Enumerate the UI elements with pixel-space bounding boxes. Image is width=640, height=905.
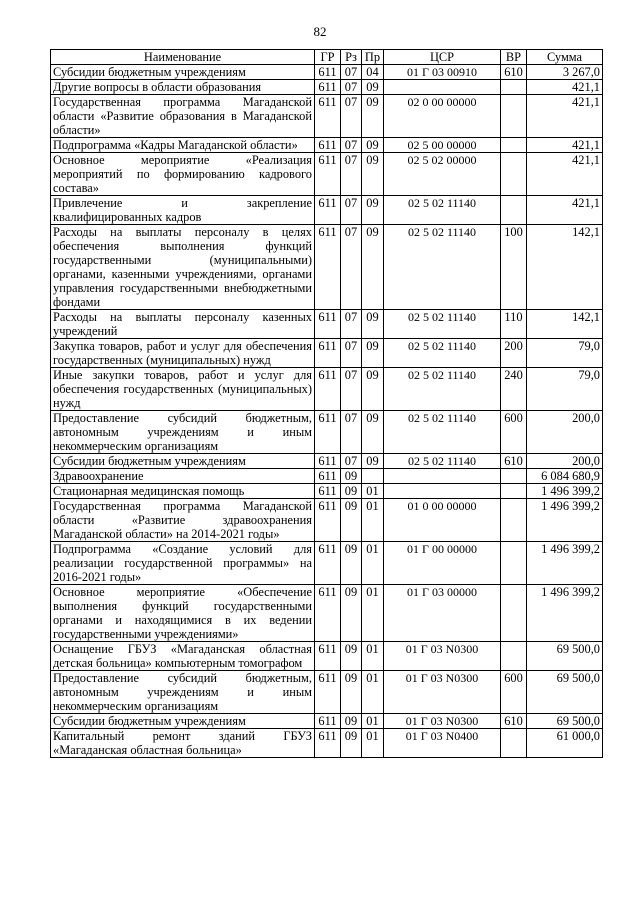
cell-vr: 240 [501,368,527,411]
cell-rz: 09 [341,542,362,585]
cell-name: Стационарная медицинская помощь [51,484,315,499]
cell-sum: 421,1 [527,153,603,196]
cell-csr: 01 Г 00 00000 [384,542,501,585]
cell-name: Основное мероприятие «Обеспечение выполнения функций государственными органами и находящимися в их ведении государственными учреждениями» [51,585,315,642]
cell-gr: 611 [315,714,341,729]
cell-gr: 611 [315,339,341,368]
cell-rz: 09 [341,642,362,671]
cell-gr: 611 [315,95,341,138]
cell-sum: 421,1 [527,80,603,95]
cell-sum: 69 500,0 [527,714,603,729]
cell-csr: 02 5 02 11140 [384,225,501,310]
table-row [51,138,603,153]
cell-sum: 6 084 680,9 [527,469,603,484]
cell-csr: 01 Г 03 00000 [384,585,501,642]
cell-csr: 02 0 00 00000 [384,95,501,138]
cell-pr: 01 [362,714,384,729]
cell-csr: 02 5 02 11140 [384,411,501,454]
cell-pr: 09 [362,339,384,368]
cell-gr: 611 [315,469,341,484]
table-row [51,95,603,138]
cell-sum: 142,1 [527,225,603,310]
cell-gr: 611 [315,729,341,758]
cell-gr: 611 [315,411,341,454]
cell-sum: 421,1 [527,138,603,153]
cell-rz: 09 [341,585,362,642]
cell-pr: 09 [362,153,384,196]
cell-rz: 09 [341,714,362,729]
cell-vr [501,542,527,585]
cell-gr: 611 [315,585,341,642]
cell-gr: 611 [315,499,341,542]
cell-vr: 100 [501,225,527,310]
cell-pr: 09 [362,80,384,95]
cell-rz: 07 [341,196,362,225]
cell-pr: 09 [362,310,384,339]
cell-vr [501,484,527,499]
cell-name: Предоставление субсидий бюджетным, автономным учреждениям и иным некоммерческим организациям [51,411,315,454]
table-header [51,50,603,65]
cell-sum: 142,1 [527,310,603,339]
cell-name: Субсидии бюджетным учреждениям [51,714,315,729]
cell-sum: 1 496 399,2 [527,484,603,499]
cell-vr [501,95,527,138]
table-body [51,65,603,758]
cell-vr [501,153,527,196]
cell-sum: 79,0 [527,339,603,368]
cell-gr: 611 [315,196,341,225]
cell-vr: 600 [501,411,527,454]
cell-pr: 01 [362,542,384,585]
cell-pr: 01 [362,729,384,758]
cell-vr [501,138,527,153]
cell-pr: 09 [362,138,384,153]
cell-sum: 200,0 [527,454,603,469]
cell-name: Субсидии бюджетным учреждениям [51,454,315,469]
cell-vr [501,499,527,542]
table-row [51,642,603,671]
header-sum: Сумма [527,50,603,65]
cell-sum: 69 500,0 [527,642,603,671]
cell-rz: 07 [341,310,362,339]
cell-csr: 01 Г 03 00910 [384,65,501,80]
cell-gr: 611 [315,65,341,80]
cell-gr: 611 [315,542,341,585]
cell-name: Государственная программа Магаданской области «Развитие здравоохранения Магаданской области» на 2014-2021 годы» [51,499,315,542]
cell-csr: 02 5 02 11140 [384,339,501,368]
table-row [51,714,603,729]
cell-name: Закупка товаров, работ и услуг для обеспечения государственных (муниципальных) нужд [51,339,315,368]
cell-rz: 09 [341,469,362,484]
cell-gr: 611 [315,80,341,95]
cell-vr [501,729,527,758]
cell-vr: 110 [501,310,527,339]
cell-gr: 611 [315,484,341,499]
header-row [51,50,603,65]
cell-pr: 01 [362,484,384,499]
table-row [51,368,603,411]
cell-rz: 09 [341,484,362,499]
cell-pr: 09 [362,95,384,138]
cell-pr: 09 [362,196,384,225]
cell-csr: 01 0 00 00000 [384,499,501,542]
cell-sum: 421,1 [527,196,603,225]
budget-table [50,49,603,758]
cell-pr: 09 [362,225,384,310]
cell-name: Привлечение и закрепление квалифицированных кадров [51,196,315,225]
table-row [51,454,603,469]
table-row [51,80,603,95]
cell-rz: 07 [341,339,362,368]
cell-csr: 02 5 02 11140 [384,196,501,225]
cell-sum: 200,0 [527,411,603,454]
header-pr: Пр [362,50,384,65]
header-csr: ЦСР [384,50,501,65]
cell-pr: 04 [362,65,384,80]
cell-rz: 09 [341,729,362,758]
cell-gr: 611 [315,153,341,196]
cell-pr [362,469,384,484]
table-row [51,585,603,642]
cell-vr: 610 [501,454,527,469]
cell-name: Субсидии бюджетным учреждениям [51,65,315,80]
cell-pr: 09 [362,454,384,469]
cell-csr: 02 5 00 00000 [384,138,501,153]
cell-pr: 01 [362,671,384,714]
cell-vr [501,585,527,642]
cell-vr [501,196,527,225]
table-row [51,225,603,310]
cell-name: Оснащение ГБУЗ «Магаданская областная детская больница» компьютерным томографом [51,642,315,671]
header-name: Наименование [51,50,315,65]
cell-name: Расходы на выплаты персоналу казенных учреждений [51,310,315,339]
cell-vr: 610 [501,65,527,80]
cell-csr: 02 5 02 11140 [384,454,501,469]
cell-name: Основное мероприятие «Реализация мероприятий по формированию кадрового состава» [51,153,315,196]
table-row [51,499,603,542]
cell-csr: 01 Г 03 N0300 [384,671,501,714]
cell-rz: 07 [341,454,362,469]
header-rz: Рз [341,50,362,65]
cell-rz: 09 [341,499,362,542]
cell-csr: 01 Г 03 N0400 [384,729,501,758]
cell-sum: 3 267,0 [527,65,603,80]
cell-gr: 611 [315,310,341,339]
cell-rz: 07 [341,65,362,80]
cell-sum: 79,0 [527,368,603,411]
cell-pr: 01 [362,585,384,642]
cell-pr: 09 [362,368,384,411]
cell-csr: 02 5 02 00000 [384,153,501,196]
table-row [51,310,603,339]
cell-rz: 07 [341,138,362,153]
cell-gr: 611 [315,454,341,469]
cell-rz: 07 [341,368,362,411]
cell-vr: 200 [501,339,527,368]
table-row [51,65,603,80]
table-row [51,153,603,196]
cell-pr: 01 [362,642,384,671]
table-row [51,411,603,454]
cell-vr [501,469,527,484]
table-row [51,484,603,499]
cell-sum: 1 496 399,2 [527,499,603,542]
cell-name: Здравоохранение [51,469,315,484]
cell-vr: 610 [501,714,527,729]
cell-gr: 611 [315,225,341,310]
cell-rz: 07 [341,225,362,310]
cell-pr: 09 [362,411,384,454]
cell-sum: 421,1 [527,95,603,138]
header-gr: ГР [315,50,341,65]
cell-name: Расходы на выплаты персоналу в целях обеспечения выполнения функций государственными (муниципальными) органами, казенными учреждениями, органами управления государственными внебюджетными фондами [51,225,315,310]
cell-rz: 07 [341,95,362,138]
cell-csr: 02 5 02 11140 [384,368,501,411]
cell-name: Подпрограмма «Кадры Магаданской области» [51,138,315,153]
cell-pr: 01 [362,499,384,542]
cell-sum: 69 500,0 [527,671,603,714]
cell-name: Иные закупки товаров, работ и услуг для обеспечения государственных (муниципальных) нужд [51,368,315,411]
cell-vr [501,642,527,671]
cell-sum: 61 000,0 [527,729,603,758]
table-row [51,339,603,368]
cell-sum: 1 496 399,2 [527,585,603,642]
cell-vr [501,80,527,95]
cell-name: Подпрограмма «Создание условий для реализации государственной программы» на 2016-2021 годы» [51,542,315,585]
cell-name: Капитальный ремонт зданий ГБУЗ «Магаданская областная больница» [51,729,315,758]
table-row [51,671,603,714]
cell-rz: 07 [341,80,362,95]
table-row [51,196,603,225]
cell-name: Предоставление субсидий бюджетным, автономным учреждениям и иным некоммерческим организациям [51,671,315,714]
cell-rz: 09 [341,671,362,714]
cell-csr [384,469,501,484]
cell-csr: 02 5 02 11140 [384,310,501,339]
cell-csr [384,80,501,95]
cell-sum: 1 496 399,2 [527,542,603,585]
cell-gr: 611 [315,368,341,411]
page-number: 82 [313,24,327,39]
table-row [51,729,603,758]
cell-name: Государственная программа Магаданской области «Развитие образования в Магаданской области» [51,95,315,138]
cell-gr: 611 [315,671,341,714]
cell-rz: 07 [341,153,362,196]
table-row [51,469,603,484]
cell-gr: 611 [315,642,341,671]
cell-rz: 07 [341,411,362,454]
cell-vr: 600 [501,671,527,714]
cell-gr: 611 [315,138,341,153]
cell-name: Другие вопросы в области образования [51,80,315,95]
table-row [51,542,603,585]
cell-csr: 01 Г 03 N0300 [384,642,501,671]
cell-csr [384,484,501,499]
header-vr: ВР [501,50,527,65]
cell-csr: 01 Г 03 N0300 [384,714,501,729]
